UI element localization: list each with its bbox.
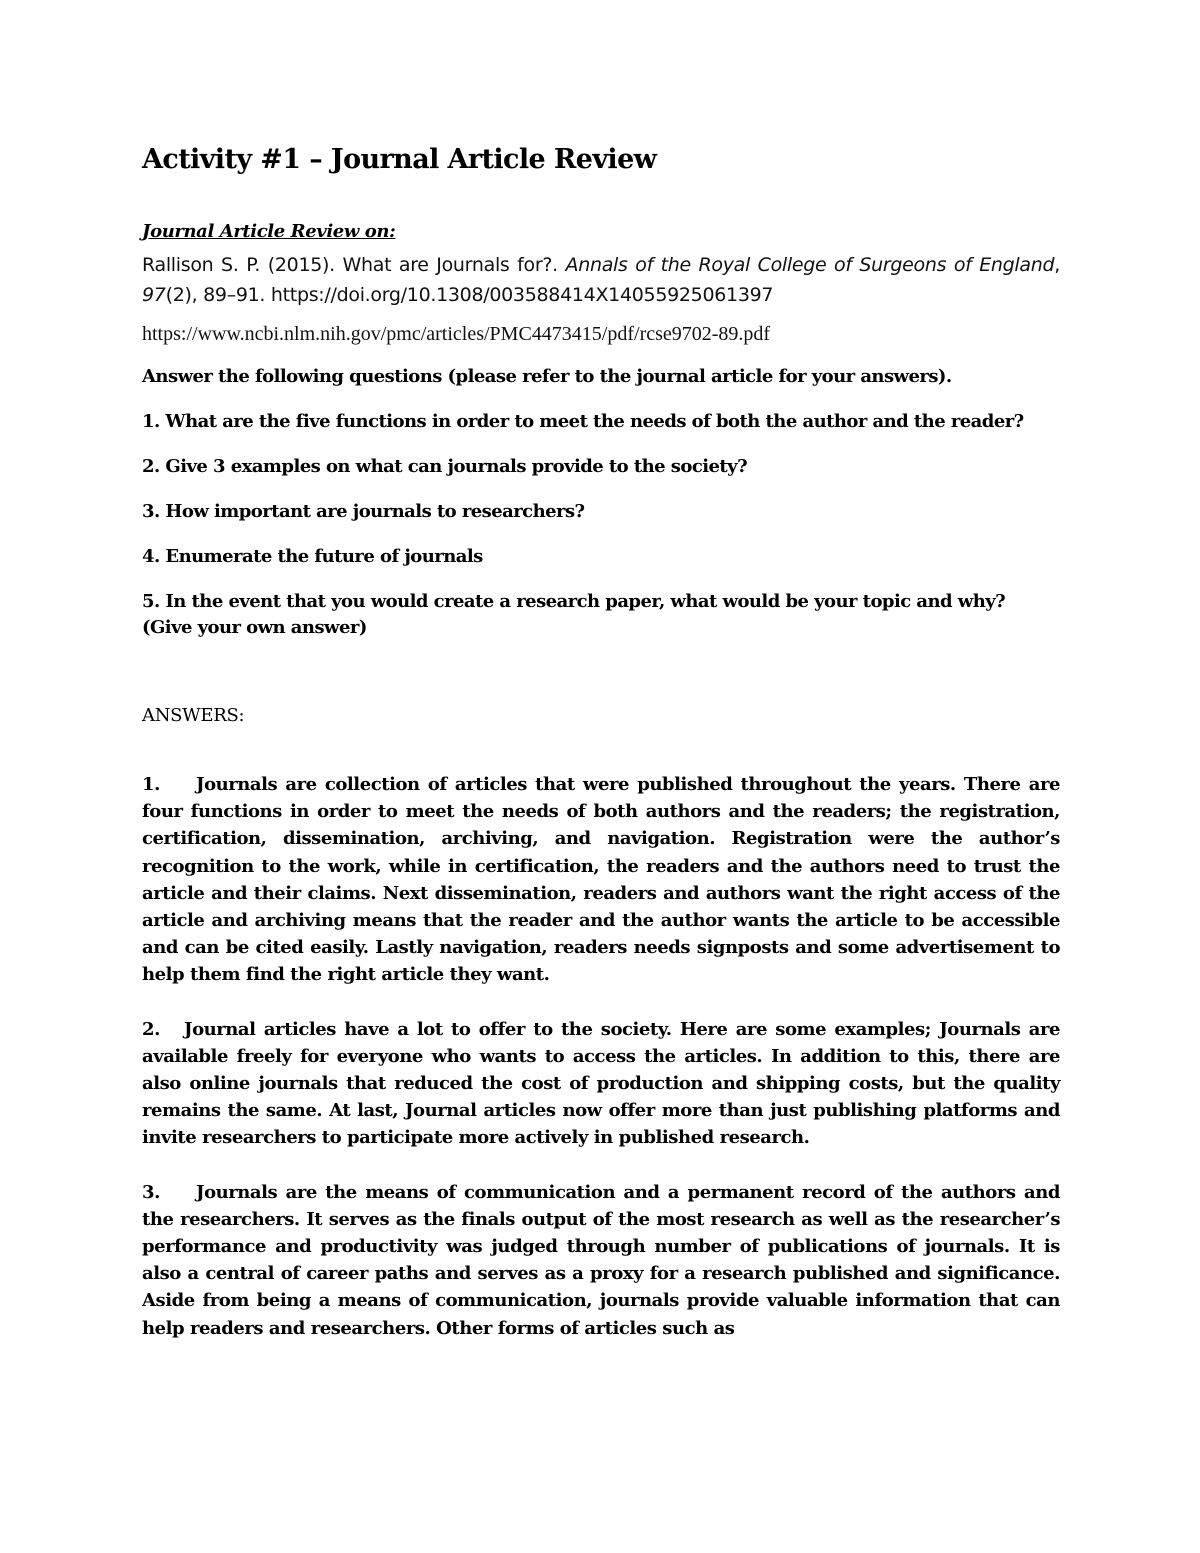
- citation-authors-title: Rallison S. P. (2015). What are Journals for?.: [142, 254, 566, 276]
- answer-text: Journals are the means of communication and a permanent record of the authors and the researchers. It serves as the finals output of the most research as well as the researcher’s performance and productivity was judged through number of publications of journals. It is also a central of career paths and serves as a proxy for a research published and significance. Aside from being a means of communication, journals provide valuable information that can help readers and researchers. Other forms of articles such as: [142, 1181, 1060, 1339]
- answer-text: Journals are collection of articles that were published throughout the years. There are four functions in order to meet the needs of both authors and the readers; the registration, certification, dissemination, archiving, and navigation. Registration were the author’s recognition to the work, while in certification, the readers and the authors need to trust the article and their claims. Next dissemination, readers and authors want the right access of the article and archiving means that the reader and the author wants the article to be accessible and can be cited easily. Lastly navigation, readers needs signposts and some advertisement to help them find the right article they want.: [142, 774, 1060, 986]
- question-2: 2. Give 3 examples on what can journals provide to the society?: [142, 456, 748, 477]
- citation-issue-pages-doi: (2), 89–91. https://doi.org/10.1308/003588414X14055925061397: [165, 284, 774, 306]
- citation-volume: 97: [142, 284, 166, 306]
- question-5-note: (Give your own answer): [142, 617, 367, 638]
- document-content: [142, 140, 1060, 1342]
- answer-2: [142, 1016, 1060, 1152]
- answer-3: [142, 1179, 1060, 1342]
- citation-volume-sep: ,: [1054, 254, 1060, 276]
- question-3: 3. How important are journals to researchers?: [142, 501, 585, 522]
- review-subheading: Journal Article Review on:: [142, 221, 396, 242]
- answer-number: 1.: [142, 774, 160, 795]
- document-title: Activity #1 – Journal Article Review: [142, 144, 657, 175]
- answer-text: Journal articles have a lot to offer to the society. Here are some examples; Journals are available freely for everyone who wants to access the articles. In addition to this, there are also online journals that reduced the cost of production and shipping costs, but the quality remains the same. At last, Journal articles now offer more than just publishing platforms and invite researchers to participate more actively in published research.: [142, 1018, 1060, 1149]
- answer-number: 2.: [142, 1018, 160, 1040]
- answer-1: [142, 771, 1060, 989]
- question-1: 1. What are the five functions in order to meet the needs of both the author and the reader?: [142, 411, 1024, 432]
- citation: [142, 250, 1060, 310]
- citation-journal: Annals of the Royal College of Surgeons of England: [565, 254, 1055, 276]
- instructions: Answer the following questions (please refer to the journal article for your answers).: [142, 366, 952, 387]
- article-url: https://www.ncbi.nlm.nih.gov/pmc/articles/PMC4473415/pdf/rcse9702-89.pdf: [142, 323, 771, 345]
- answers-heading: ANSWERS:: [142, 705, 245, 726]
- question-4: 4. Enumerate the future of journals: [142, 546, 483, 567]
- question-5: 5. In the event that you would create a research paper, what would be your topic and why?: [142, 591, 1006, 612]
- answer-number: 3.: [142, 1181, 160, 1203]
